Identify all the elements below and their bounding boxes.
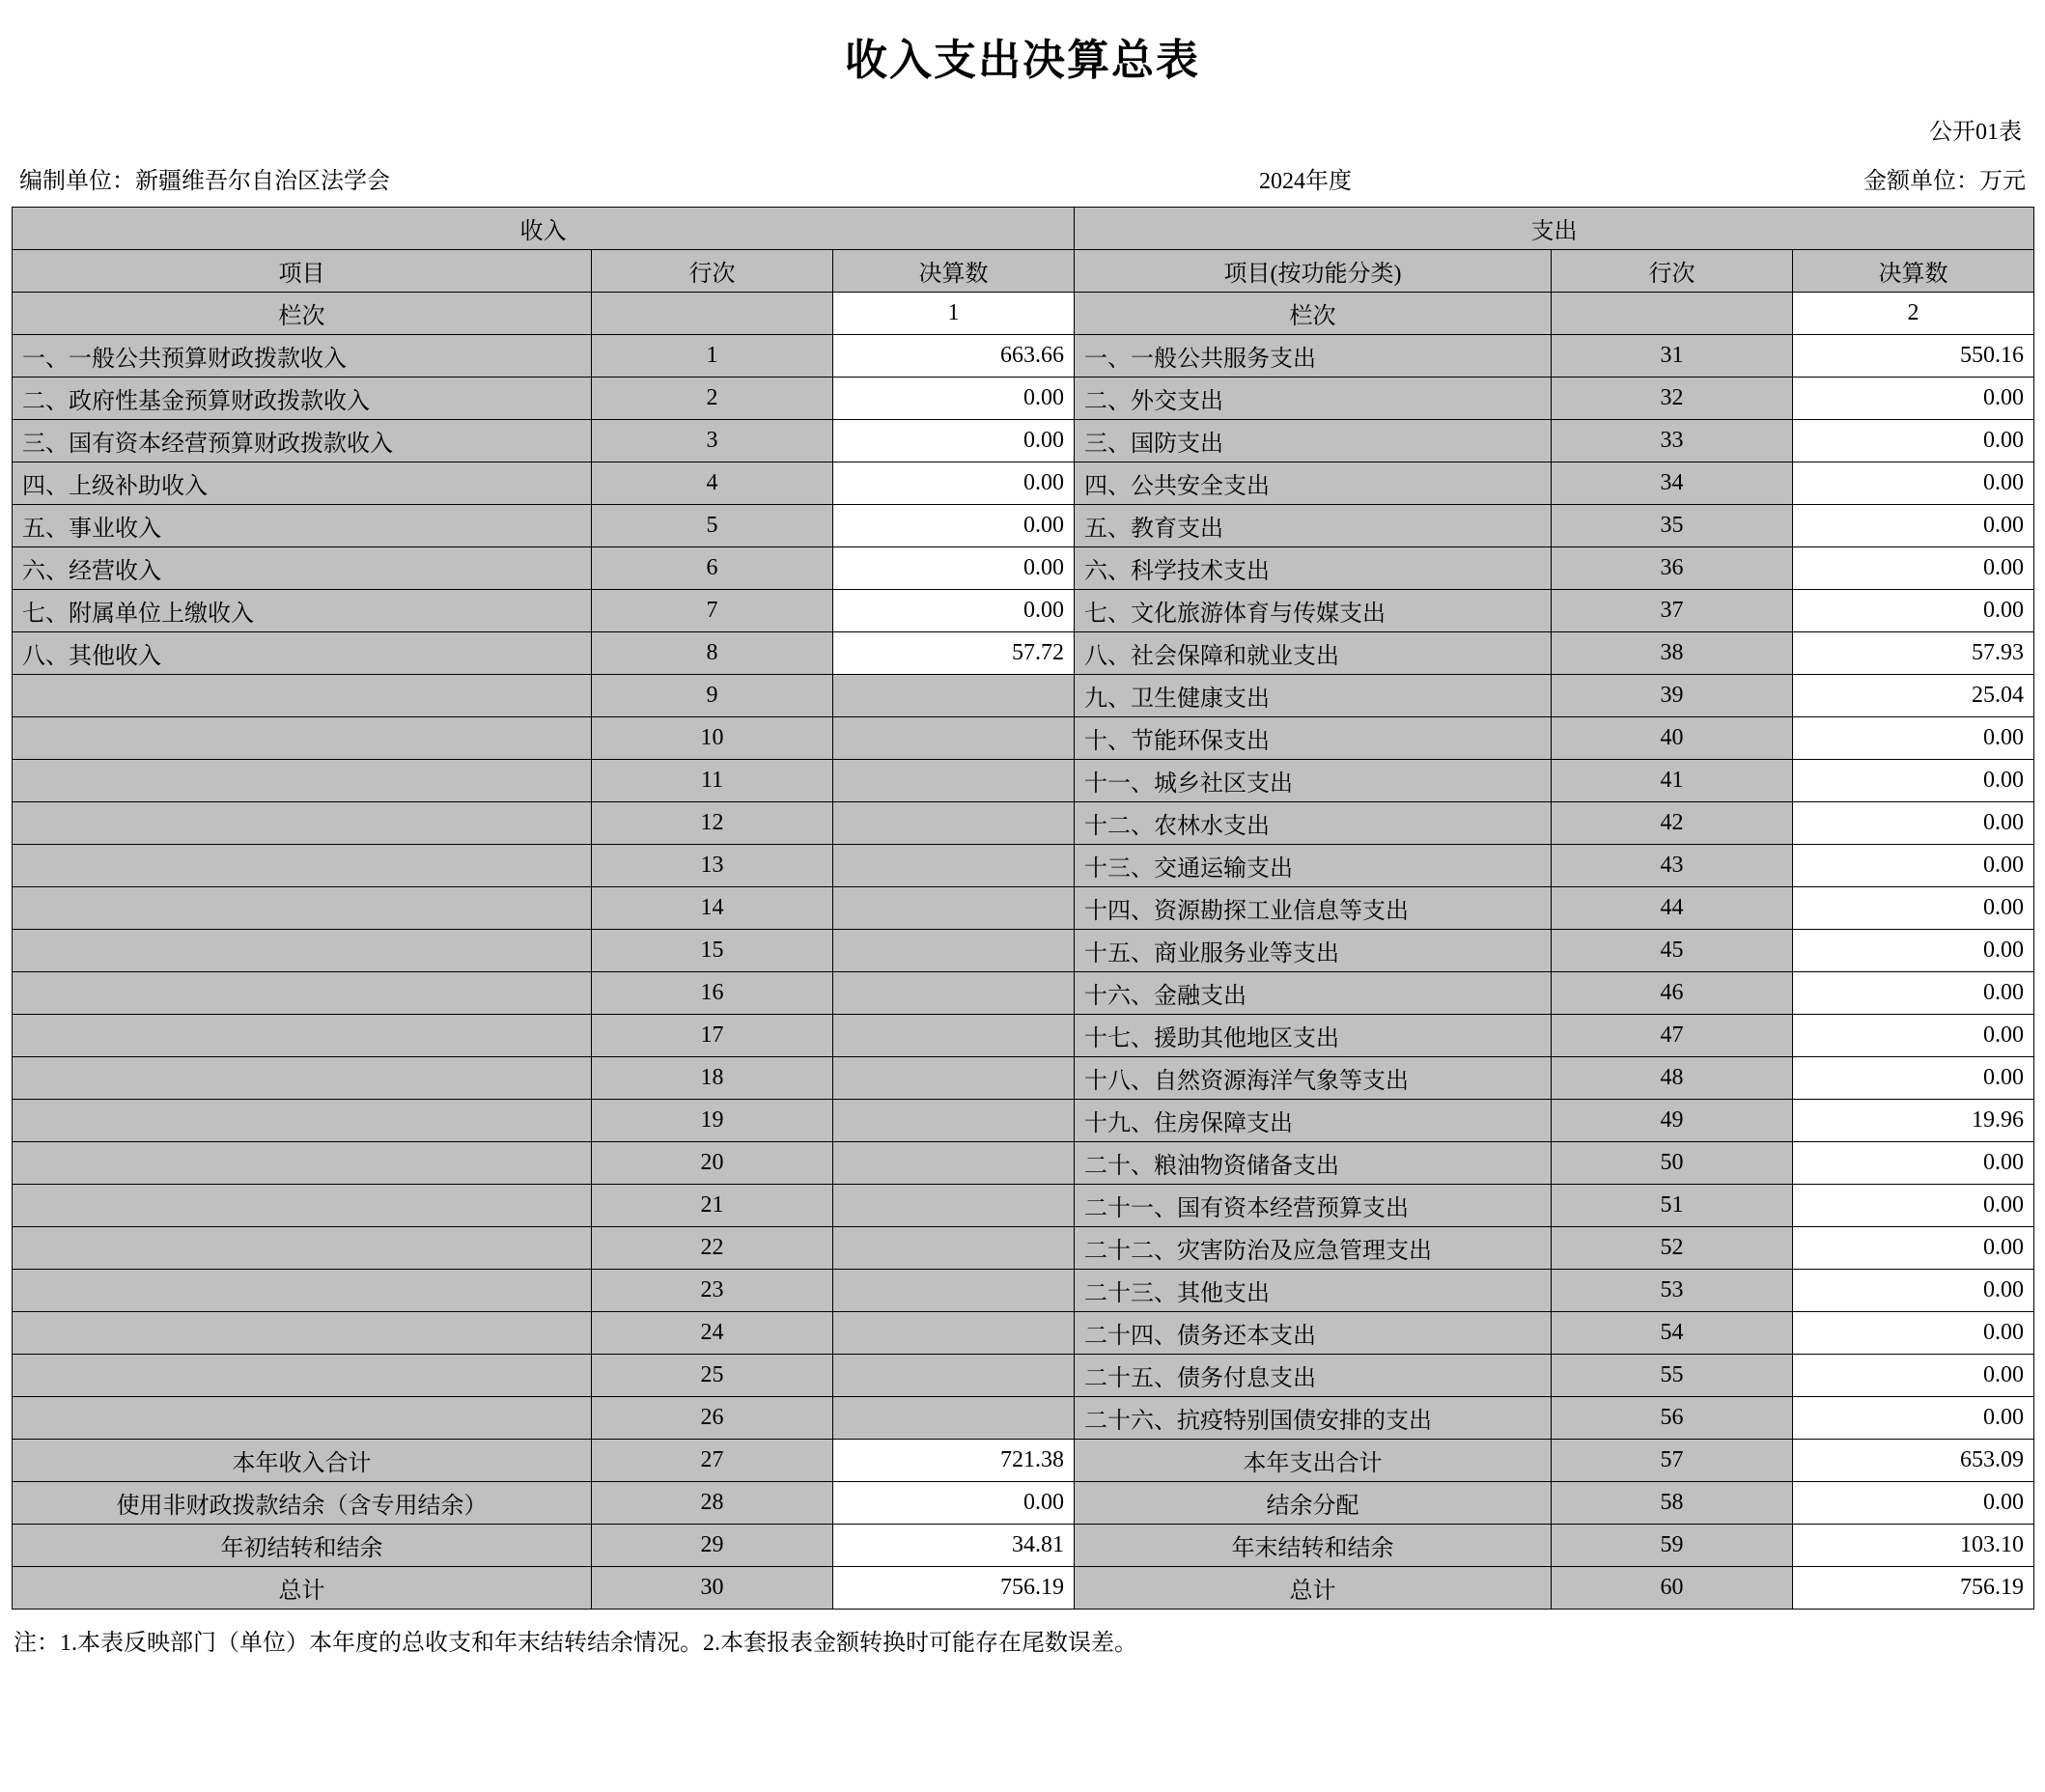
income-amount xyxy=(833,1142,1075,1185)
amount-unit: 金额单位：万元 xyxy=(1863,169,2026,194)
income-line: 4 xyxy=(592,462,833,505)
summary-row xyxy=(13,1567,2034,1610)
income-item: 一、一般公共预算财政拨款收入 xyxy=(13,335,592,378)
table-row xyxy=(13,547,2034,590)
expense-line: 31 xyxy=(1552,335,1793,378)
expense-line: 41 xyxy=(1552,760,1793,802)
expense-group-header: 支出 xyxy=(1075,208,2034,250)
expense-line: 57 xyxy=(1552,1440,1793,1482)
income-item: 五、事业收入 xyxy=(13,505,592,547)
table-row xyxy=(13,1227,2034,1270)
income-item xyxy=(13,1185,592,1227)
expense-line: 36 xyxy=(1552,547,1793,590)
table-row xyxy=(13,845,2034,887)
table-row xyxy=(13,462,2034,505)
expense-line: 37 xyxy=(1552,590,1793,632)
expense-item: 十、节能环保支出 xyxy=(1075,717,1552,760)
income-line: 23 xyxy=(592,1270,833,1312)
income-line: 1 xyxy=(592,335,833,378)
expense-item: 十四、资源勘探工业信息等支出 xyxy=(1075,887,1552,930)
income-amount xyxy=(833,930,1075,972)
income-item: 四、上级补助收入 xyxy=(13,462,592,505)
expense-amount: 0.00 xyxy=(1793,547,2034,590)
income-amount: 0.00 xyxy=(833,1482,1075,1525)
table-row xyxy=(13,760,2034,802)
table-row xyxy=(13,887,2034,930)
expense-line: 33 xyxy=(1552,420,1793,462)
income-item xyxy=(13,1397,592,1440)
table-row xyxy=(13,1355,2034,1397)
income-item: 三、国有资本经营预算财政拨款收入 xyxy=(13,420,592,462)
income-item xyxy=(13,675,592,717)
expense-item: 二十一、国有资本经营预算支出 xyxy=(1075,1185,1552,1227)
page-title: 收入支出决算总表 xyxy=(845,37,1200,84)
income-line: 9 xyxy=(592,675,833,717)
income-line: 14 xyxy=(592,887,833,930)
expense-column-blank xyxy=(1552,293,1793,335)
expense-amount: 0.00 xyxy=(1793,802,2034,845)
income-amount xyxy=(833,1015,1075,1057)
table-row xyxy=(13,1185,2034,1227)
expense-amount: 0.00 xyxy=(1793,378,2034,420)
expense-line: 60 xyxy=(1552,1567,1793,1610)
table-row xyxy=(13,632,2034,675)
expense-item: 十六、金融支出 xyxy=(1075,972,1552,1015)
income-amount: 0.00 xyxy=(833,547,1075,590)
expense-amount: 0.00 xyxy=(1793,887,2034,930)
summary-row xyxy=(13,1482,2034,1525)
expense-line: 54 xyxy=(1552,1312,1793,1355)
expense-line: 43 xyxy=(1552,845,1793,887)
table-row xyxy=(13,1397,2034,1440)
table-row xyxy=(13,1142,2034,1185)
income-amount xyxy=(833,1057,1075,1100)
expense-amount: 0.00 xyxy=(1793,1397,2034,1440)
income-line: 21 xyxy=(592,1185,833,1227)
expense-item: 十九、住房保障支出 xyxy=(1075,1100,1552,1142)
income-line: 3 xyxy=(592,420,833,462)
summary-row xyxy=(13,1440,2034,1482)
income-item xyxy=(13,887,592,930)
income-amount: 0.00 xyxy=(833,420,1075,462)
income-item xyxy=(13,1270,592,1312)
expense-item: 年末结转和结余 xyxy=(1075,1525,1552,1567)
fiscal-year: 2024年度 xyxy=(1259,169,1352,194)
expense-item: 二十四、债务还本支出 xyxy=(1075,1312,1552,1355)
expense-item: 结余分配 xyxy=(1075,1482,1552,1525)
expense-item-header: 项目(按功能分类) xyxy=(1075,250,1552,293)
expense-line: 39 xyxy=(1552,675,1793,717)
income-item: 六、经营收入 xyxy=(13,547,592,590)
income-item xyxy=(13,1312,592,1355)
expense-item: 二十二、灾害防治及应急管理支出 xyxy=(1075,1227,1552,1270)
income-item xyxy=(13,930,592,972)
income-line: 8 xyxy=(592,632,833,675)
income-line: 30 xyxy=(592,1567,833,1610)
income-amount xyxy=(833,1227,1075,1270)
expense-amount: 0.00 xyxy=(1793,1057,2034,1100)
income-column-blank xyxy=(592,293,833,335)
income-line: 5 xyxy=(592,505,833,547)
expense-amount: 0.00 xyxy=(1793,420,2034,462)
income-item xyxy=(13,1057,592,1100)
income-amount: 0.00 xyxy=(833,590,1075,632)
expense-amount: 0.00 xyxy=(1793,462,2034,505)
table-row xyxy=(13,972,2034,1015)
income-column-label: 栏次 xyxy=(13,293,592,335)
income-line: 6 xyxy=(592,547,833,590)
expense-line: 59 xyxy=(1552,1525,1793,1567)
income-line-header: 行次 xyxy=(592,250,833,293)
income-item xyxy=(13,1227,592,1270)
expense-item: 十二、农林水支出 xyxy=(1075,802,1552,845)
income-amount xyxy=(833,1312,1075,1355)
expense-line: 56 xyxy=(1552,1397,1793,1440)
expense-amount: 0.00 xyxy=(1793,717,2034,760)
expense-item: 三、国防支出 xyxy=(1075,420,1552,462)
income-line: 24 xyxy=(592,1312,833,1355)
table-group-header-row xyxy=(13,208,2034,250)
table-row xyxy=(13,717,2034,760)
table-row xyxy=(13,1312,2034,1355)
expense-amount: 0.00 xyxy=(1793,1355,2034,1397)
income-line: 15 xyxy=(592,930,833,972)
income-item: 年初结转和结余 xyxy=(13,1525,592,1567)
income-line: 28 xyxy=(592,1482,833,1525)
income-amount-header: 决算数 xyxy=(833,250,1075,293)
expense-item: 二、外交支出 xyxy=(1075,378,1552,420)
expense-line: 40 xyxy=(1552,717,1793,760)
expense-item: 二十、粮油物资储备支出 xyxy=(1075,1142,1552,1185)
expense-line-header: 行次 xyxy=(1552,250,1793,293)
compiler-unit: 编制单位：新疆维吾尔自治区法学会 xyxy=(19,169,390,194)
table-column-number-row xyxy=(13,293,2034,335)
income-amount: 57.72 xyxy=(833,632,1075,675)
expense-amount: 0.00 xyxy=(1793,930,2034,972)
expense-column-number: 2 xyxy=(1793,293,2034,335)
income-amount xyxy=(833,972,1075,1015)
expense-item: 五、教育支出 xyxy=(1075,505,1552,547)
expense-amount: 19.96 xyxy=(1793,1100,2034,1142)
income-line: 12 xyxy=(592,802,833,845)
income-item xyxy=(13,972,592,1015)
budget-table xyxy=(12,207,2034,1610)
income-amount xyxy=(833,1100,1075,1142)
income-item: 使用非财政拨款结余（含专用结余） xyxy=(13,1482,592,1525)
expense-amount: 550.16 xyxy=(1793,335,2034,378)
income-line: 16 xyxy=(592,972,833,1015)
expense-amount: 0.00 xyxy=(1793,1312,2034,1355)
table-row xyxy=(13,1270,2034,1312)
income-line: 7 xyxy=(592,590,833,632)
expense-amount: 0.00 xyxy=(1793,1482,2034,1525)
income-amount xyxy=(833,675,1075,717)
expense-item: 八、社会保障和就业支出 xyxy=(1075,632,1552,675)
income-amount xyxy=(833,1270,1075,1312)
table-row xyxy=(13,335,2034,378)
table-row xyxy=(13,930,2034,972)
table-row xyxy=(13,505,2034,547)
expense-line: 35 xyxy=(1552,505,1793,547)
expense-line: 48 xyxy=(1552,1057,1793,1100)
expense-item: 四、公共安全支出 xyxy=(1075,462,1552,505)
expense-amount: 0.00 xyxy=(1793,1227,2034,1270)
income-item: 本年收入合计 xyxy=(13,1440,592,1482)
expense-line: 55 xyxy=(1552,1355,1793,1397)
table-row xyxy=(13,378,2034,420)
income-line: 10 xyxy=(592,717,833,760)
income-item: 八、其他收入 xyxy=(13,632,592,675)
table-row xyxy=(13,1100,2034,1142)
income-amount: 663.66 xyxy=(833,335,1075,378)
expense-amount: 0.00 xyxy=(1793,1270,2034,1312)
expense-amount: 25.04 xyxy=(1793,675,2034,717)
expense-amount: 756.19 xyxy=(1793,1567,2034,1610)
income-line: 13 xyxy=(592,845,833,887)
income-line: 11 xyxy=(592,760,833,802)
expense-amount: 0.00 xyxy=(1793,1185,2034,1227)
income-amount xyxy=(833,760,1075,802)
income-amount xyxy=(833,717,1075,760)
income-amount: 34.81 xyxy=(833,1525,1075,1567)
income-amount xyxy=(833,802,1075,845)
income-amount xyxy=(833,845,1075,887)
expense-item: 二十六、抗疫特别国债安排的支出 xyxy=(1075,1397,1552,1440)
income-line: 29 xyxy=(592,1525,833,1567)
expense-column-label: 栏次 xyxy=(1075,293,1552,335)
income-item xyxy=(13,845,592,887)
expense-line: 34 xyxy=(1552,462,1793,505)
expense-item: 十八、自然资源海洋气象等支出 xyxy=(1075,1057,1552,1100)
expense-item: 七、文化旅游体育与传媒支出 xyxy=(1075,590,1552,632)
expense-item: 总计 xyxy=(1075,1567,1552,1610)
expense-item: 十一、城乡社区支出 xyxy=(1075,760,1552,802)
income-amount: 0.00 xyxy=(833,505,1075,547)
table-row xyxy=(13,1015,2034,1057)
expense-amount-header: 决算数 xyxy=(1793,250,2034,293)
expense-line: 53 xyxy=(1552,1270,1793,1312)
income-line: 19 xyxy=(592,1100,833,1142)
table-note: 注：1.本表反映部门（单位）本年度的总收支和年末结转结余情况。2.本套报表金额转换时可能存在尾数误差。 xyxy=(14,1631,1137,1656)
expense-line: 52 xyxy=(1552,1227,1793,1270)
income-line: 22 xyxy=(592,1227,833,1270)
expense-amount: 0.00 xyxy=(1793,590,2034,632)
income-amount xyxy=(833,1355,1075,1397)
expense-amount: 0.00 xyxy=(1793,1015,2034,1057)
expense-amount: 0.00 xyxy=(1793,845,2034,887)
expense-amount: 57.93 xyxy=(1793,632,2034,675)
expense-line: 50 xyxy=(1552,1142,1793,1185)
table-row xyxy=(13,420,2034,462)
income-line: 27 xyxy=(592,1440,833,1482)
expense-item: 九、卫生健康支出 xyxy=(1075,675,1552,717)
income-group-header: 收入 xyxy=(13,208,1075,250)
income-line: 18 xyxy=(592,1057,833,1100)
expense-line: 58 xyxy=(1552,1482,1793,1525)
expense-item: 十五、商业服务业等支出 xyxy=(1075,930,1552,972)
income-item xyxy=(13,1100,592,1142)
income-line: 26 xyxy=(592,1397,833,1440)
income-item xyxy=(13,760,592,802)
income-item xyxy=(13,1355,592,1397)
income-line: 25 xyxy=(592,1355,833,1397)
income-amount xyxy=(833,1397,1075,1440)
income-line: 2 xyxy=(592,378,833,420)
table-row xyxy=(13,590,2034,632)
summary-row xyxy=(13,1525,2034,1567)
expense-item: 六、科学技术支出 xyxy=(1075,547,1552,590)
income-amount: 721.38 xyxy=(833,1440,1075,1482)
income-amount: 0.00 xyxy=(833,462,1075,505)
income-amount: 0.00 xyxy=(833,378,1075,420)
expense-line: 44 xyxy=(1552,887,1793,930)
expense-amount: 0.00 xyxy=(1793,760,2034,802)
table-row xyxy=(13,802,2034,845)
expense-amount: 103.10 xyxy=(1793,1525,2034,1567)
income-item: 二、政府性基金预算财政拨款收入 xyxy=(13,378,592,420)
expense-amount: 0.00 xyxy=(1793,972,2034,1015)
expense-line: 46 xyxy=(1552,972,1793,1015)
income-line: 17 xyxy=(592,1015,833,1057)
expense-line: 49 xyxy=(1552,1100,1793,1142)
table-column-header-row xyxy=(13,250,2034,293)
income-item xyxy=(13,717,592,760)
expense-item: 十三、交通运输支出 xyxy=(1075,845,1552,887)
income-amount xyxy=(833,1185,1075,1227)
expense-item: 十七、援助其他地区支出 xyxy=(1075,1015,1552,1057)
expense-amount: 0.00 xyxy=(1793,505,2034,547)
expense-line: 32 xyxy=(1552,378,1793,420)
income-item: 七、附属单位上缴收入 xyxy=(13,590,592,632)
expense-item: 一、一般公共服务支出 xyxy=(1075,335,1552,378)
income-item-header: 项目 xyxy=(13,250,592,293)
expense-line: 42 xyxy=(1552,802,1793,845)
expense-line: 45 xyxy=(1552,930,1793,972)
expense-item: 二十五、债务付息支出 xyxy=(1075,1355,1552,1397)
income-line: 20 xyxy=(592,1142,833,1185)
table-row xyxy=(13,675,2034,717)
meta-row xyxy=(12,155,2033,207)
expense-line: 51 xyxy=(1552,1185,1793,1227)
income-column-number: 1 xyxy=(833,293,1075,335)
income-item xyxy=(13,1142,592,1185)
expense-line: 47 xyxy=(1552,1015,1793,1057)
income-item: 总计 xyxy=(13,1567,592,1610)
expense-amount: 0.00 xyxy=(1793,1142,2034,1185)
income-item xyxy=(13,802,592,845)
income-amount xyxy=(833,887,1075,930)
income-amount: 756.19 xyxy=(833,1567,1075,1610)
expense-item: 本年支出合计 xyxy=(1075,1440,1552,1482)
table-row xyxy=(13,1057,2034,1100)
expense-line: 38 xyxy=(1552,632,1793,675)
sheet-number: 公开01表 xyxy=(1929,120,2022,145)
income-item xyxy=(13,1015,592,1057)
expense-item: 二十三、其他支出 xyxy=(1075,1270,1552,1312)
expense-amount: 653.09 xyxy=(1793,1440,2034,1482)
